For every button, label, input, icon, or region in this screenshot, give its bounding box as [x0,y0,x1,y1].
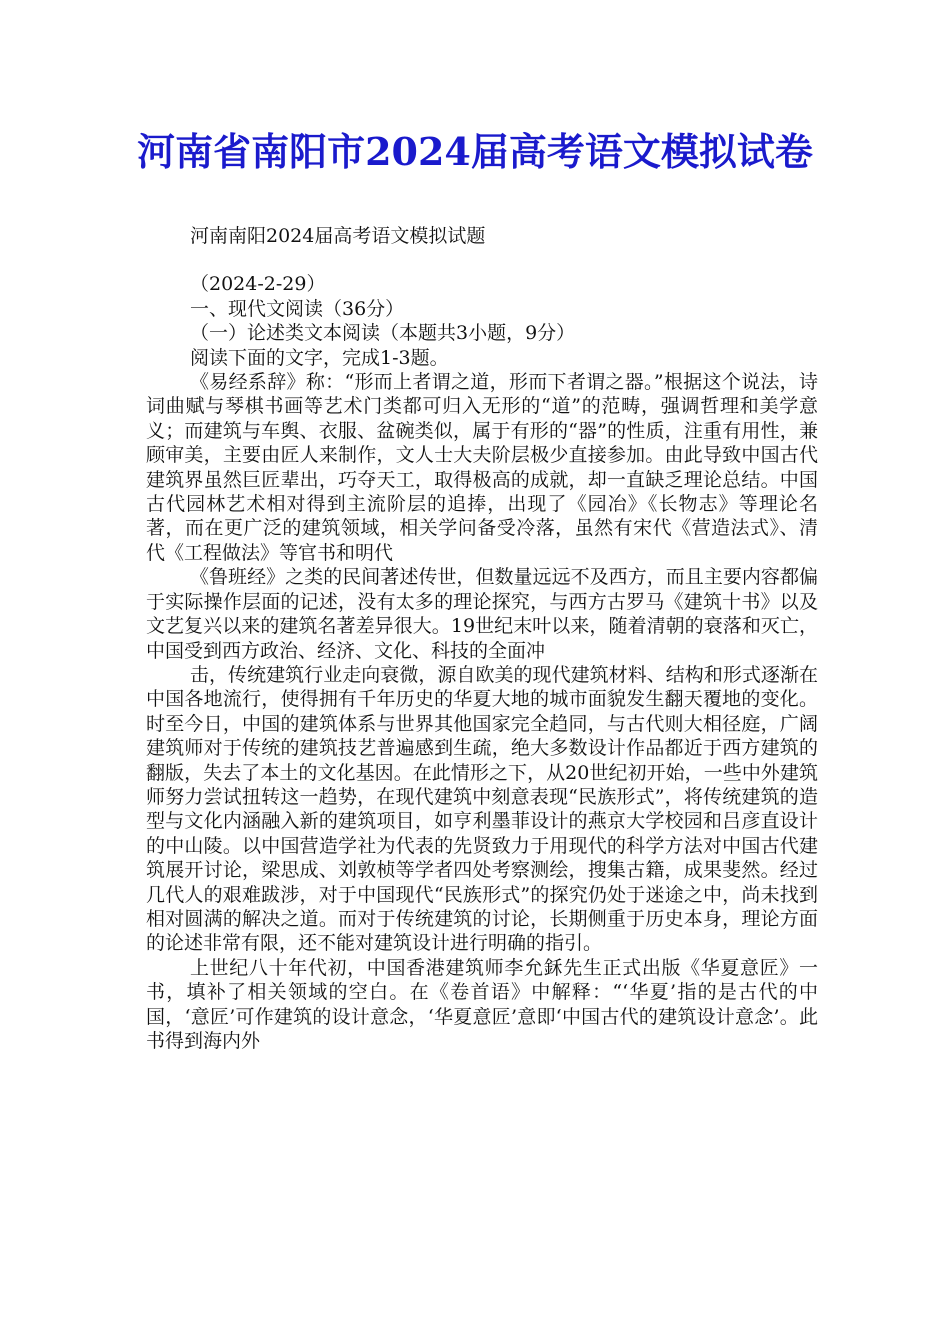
section-heading: 一、现代文阅读（36分） [190,297,405,320]
document-title: 河南省南阳市2024届高考语文模拟试卷 [137,129,813,174]
reading-instruction: 阅读下面的文字，完成1-3题。 [190,346,449,369]
subsection-heading: （一）论述类文本阅读（本题共3小题，9分） [190,322,576,345]
document-subtitle: 河南南阳2024届高考语文模拟试题 [190,225,486,247]
paragraph-2: 《鲁班经》之类的民间著述传世，但数量远远不及西方，而且主要内容都偏于实际操作层面的记述，没有太多的理论探究，与西方古罗马《建筑十书》以及文艺复兴以来的建筑名著差异很大。19世纪末叶以来，随着清朝的衰落和灭亡，中国受到西方政治、经济、文化、科技的全面冲 [146,566,818,662]
paragraph-4: 上世纪八十年代初，中国香港建筑师李允鉌先生正式出版《华夏意匠》一书，填补了相关领域的空白。在《卷首语》中解释：“‘华夏’指的是古代的中国，‘意匠’可作建筑的设计意念，‘华夏意匠’意即‘中国古代的建筑设计意念’。此书得到海内外 [146,956,818,1052]
paragraph-1: 《易经系辞》称：“形而上者谓之道，形而下者谓之器。”根据这个说法，诗词曲赋与琴棋书画等艺术门类都可归入无形的“道”的范畴，强调哲理和美学意义；而建筑与车舆、衣服、盆碗类似，属于有形的“器”的性质，注重有用性，兼顾审美，主要由匠人来制作，文人士大夫阶层极少直接参加。由此导致中国古代建筑界虽然巨匠辈出，巧夺天工，取得极高的成就，却一直缺乏理论总结。中国古代园林艺术相对得到主流阶层的追捧，出现了《园冶》《长物志》等理论名著，而在更广泛的建筑领域，相关学问备受冷落，虽然有宋代《营造法式》、清代《工程做法》等官书和明代 [146,371,818,564]
paragraph-3: 击，传统建筑行业走向衰微，源自欧美的现代建筑材料、结构和形式逐渐在中国各地流行，使得拥有千年历史的华夏大地的城市面貌发生翻天覆地的变化。时至今日，中国的建筑体系与世界其他国家完全趋同，与古代则大相径庭，广阔建筑师对于传统的建筑技艺普遍感到生疏，绝大多数设计作品都近于西方建筑的翻版，失去了本土的文化基因。在此情形之下，从20世纪初开始，一些中外建筑师努力尝试扭转这一趋势，在现代建筑中刻意表现“民族形式”，将传统建筑的造型与文化内涵融入新的建筑项目，如亨利墨菲设计的燕京大学校园和吕彦直设计的中山陵。以中国营造学社为代表的先贤致力于用现代的科学方法对中国古代建筑展开讨论，梁思成、刘敦桢等学者四处考察测绘，搜集古籍，成果斐然。经过几代人的艰难跋涉，对于中国现代“民族形式”的探究仍处于迷途之中，尚未找到相对圆满的解决之道。而对于传统建筑的讨论，长期侧重于历史本身，理论方面的论述非常有限，还不能对建筑设计进行明确的指引。 [146,663,818,955]
document-body [146,224,818,1053]
document-date: （2024-2-29） [190,273,326,296]
